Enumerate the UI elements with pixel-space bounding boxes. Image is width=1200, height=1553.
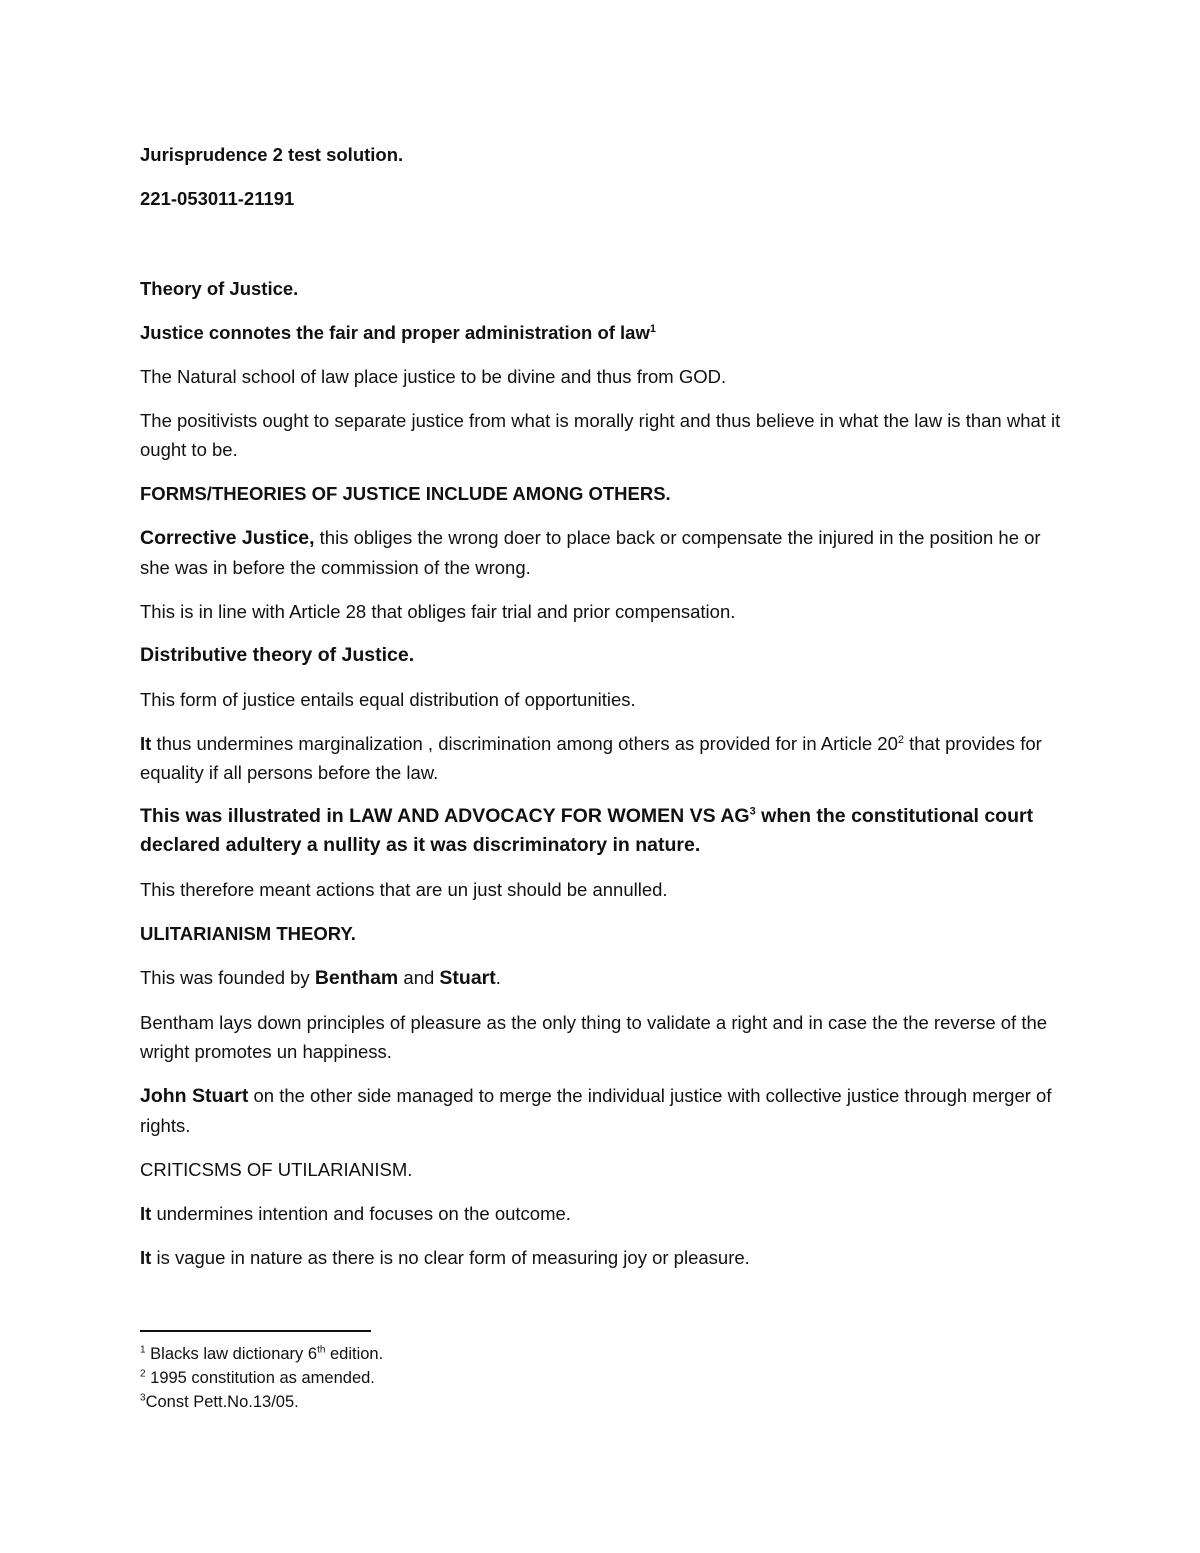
- john-stuart-name: John Stuart: [140, 1085, 249, 1107]
- distributive-heading: Distributive theory of Justice.: [140, 644, 415, 666]
- corrective-justice-text: this obliges the wrong doer to place back or compensate the injured in the position he or she was in before the commission of the wrong.: [140, 527, 1041, 578]
- undermines-text: thus undermines marginalization , discrimination among others as provided for in Article 20: [151, 733, 898, 754]
- footnote-3: [140, 1390, 740, 1414]
- bentham-paragraph: Bentham lays down principles of pleasure as the only thing to validate a right and in case the the reverse of the wright promotes un happiness.: [140, 1012, 1048, 1062]
- corrective-justice-label: Corrective Justice,: [140, 527, 315, 549]
- undermines-tail: that provides for equality if all persons before the law.: [140, 733, 1042, 783]
- footnote-separator: [140, 1330, 371, 1332]
- case-illustration-a: This was illustrated in LAW AND ADVOCACY FOR WOMEN VS AG: [140, 805, 750, 827]
- footnote-ref-2: 2: [897, 733, 904, 746]
- document-title: Jurisprudence 2 test solution.: [140, 144, 404, 165]
- criticism-item-1: [140, 1199, 1070, 1228]
- footnotes-section: [140, 1330, 740, 1414]
- footnote-1-number: 1: [140, 1344, 146, 1356]
- article-28-paragraph: This is in line with Article 28 that obliges fair trial and prior compensation.: [140, 601, 736, 622]
- footnote-3-text: Const Pett.No.13/05.: [145, 1393, 299, 1411]
- footnote-2-text: 1995 constitution as amended.: [145, 1369, 375, 1387]
- utilitarianism-heading: ULITARIANISM THEORY.: [140, 923, 356, 944]
- undermines-paragraph: [140, 729, 1070, 787]
- theory-heading: Theory of Justice.: [140, 278, 299, 299]
- justice-definition: [140, 318, 1070, 347]
- student-id: 221-053011-21191: [140, 188, 295, 209]
- natural-school-paragraph: The Natural school of law place justice to be divine and thus from GOD.: [140, 366, 727, 387]
- founder-bentham: Bentham: [314, 967, 399, 989]
- john-stuart-paragraph: [140, 1081, 1070, 1140]
- footnote-1-text-a: Blacks law dictionary 6: [145, 1345, 318, 1363]
- criticism-2-lead: It: [140, 1247, 152, 1268]
- footnote-2-number: 2: [140, 1368, 146, 1380]
- criticism-item-2: [140, 1243, 1070, 1272]
- positivists-paragraph: The positivists ought to separate justice from what is morally right and thus believe in what the law is than what it ought to be.: [140, 410, 1061, 460]
- footnote-ref-1: 1: [649, 322, 656, 335]
- case-illustration-b: when the constitutional court declared adultery a nullity as it was discriminatory in nature.: [140, 805, 1034, 856]
- founders-and: and: [398, 967, 440, 988]
- justice-definition-text: Justice connotes the fair and proper administration of law: [140, 322, 650, 343]
- criticism-2-text: is vague in nature as there is no clear form of measuring joy or pleasure.: [151, 1247, 750, 1268]
- undermines-lead: It: [140, 733, 152, 754]
- document-body: [140, 140, 1070, 1272]
- footnote-3-number: 3: [140, 1392, 146, 1404]
- criticism-1-text: undermines intention and focuses on the outcome.: [151, 1203, 571, 1224]
- corrective-justice-paragraph: [140, 523, 1070, 582]
- criticism-1-lead: It: [140, 1203, 152, 1224]
- footnote-ref-3: 3: [749, 805, 756, 818]
- founders-paragraph: [140, 963, 1070, 993]
- founders-text: This was founded by: [140, 967, 315, 988]
- distributive-paragraph: This form of justice entails equal distribution of opportunities.: [140, 689, 636, 710]
- footnote-2: [140, 1366, 740, 1390]
- footnote-1: [140, 1342, 740, 1366]
- annulled-paragraph: This therefore meant actions that are un just should be annulled.: [140, 879, 668, 900]
- john-stuart-text: on the other side managed to merge the individual justice with collective justice through merger of rights.: [140, 1085, 1052, 1136]
- criticisms-heading: CRITICSMS OF UTILARIANISM.: [140, 1159, 413, 1180]
- forms-heading: FORMS/THEORIES OF JUSTICE INCLUDE AMONG OTHERS.: [140, 483, 671, 504]
- founder-stuart: Stuart: [439, 967, 496, 989]
- footnote-1-ordinal: th: [317, 1344, 326, 1356]
- footnote-1-text-b: edition.: [325, 1345, 384, 1363]
- case-illustration-paragraph: [140, 802, 1070, 860]
- founders-end: .: [495, 967, 501, 988]
